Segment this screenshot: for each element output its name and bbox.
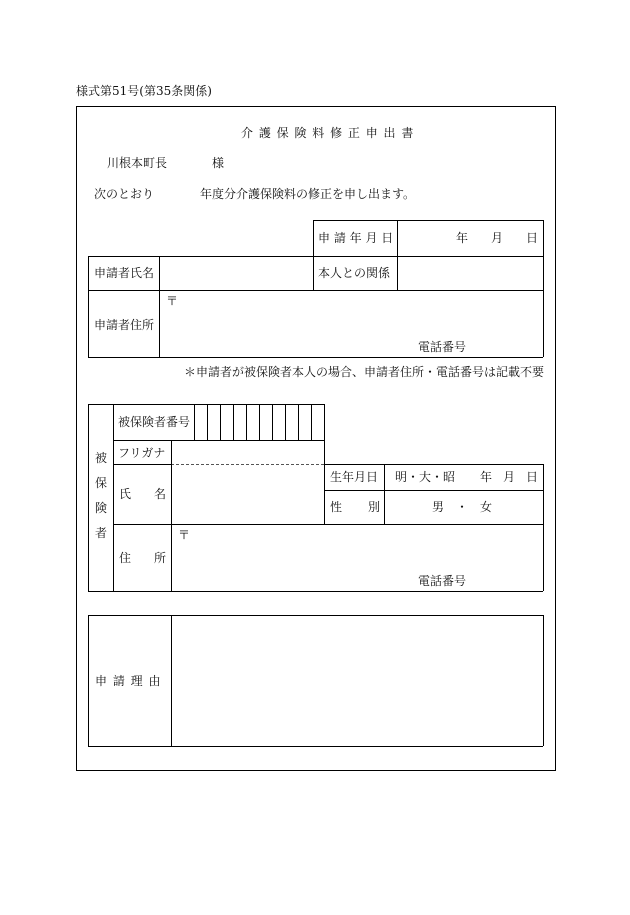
furigana-label: フリガナ xyxy=(118,446,166,460)
insured-vertical-1: 被 xyxy=(94,451,107,465)
applicant-address-label: 申請者住所 xyxy=(94,318,155,332)
insured-vertical-2: 保 xyxy=(94,476,107,490)
insured-phone-label: 電話番号 xyxy=(418,574,467,588)
insured-address-label-1: 住 xyxy=(119,551,132,565)
application-month-unit: 月 xyxy=(491,231,504,245)
application-year-unit: 年 xyxy=(456,231,469,245)
birth-era: 明・大・昭 xyxy=(395,470,456,484)
sex-options[interactable]: 男 ・ 女 xyxy=(432,500,493,514)
birth-year-unit: 年 xyxy=(480,470,493,484)
birth-month-unit: 月 xyxy=(503,470,516,484)
reason-label: 申 請 理 由 xyxy=(95,674,162,688)
application-day-unit: 日 xyxy=(526,231,539,245)
applicant-phone-label: 電話番号 xyxy=(418,340,467,354)
form-number: 様式第51号(第35条関係) xyxy=(76,84,212,98)
sex-label-1: 性 xyxy=(330,500,343,514)
form-title: 介 護 保 険 料 修 正 申 出 書 xyxy=(241,126,415,140)
sex-label-2: 別 xyxy=(368,500,381,514)
addressee-name: 川根本町長 xyxy=(107,156,168,170)
statement-lead: 次のとおり xyxy=(94,187,155,201)
insured-name-label-2: 名 xyxy=(154,487,167,501)
applicant-note: ＊申請者が被保険者本人の場合、申請者住所・電話番号は記載不要 xyxy=(184,365,545,379)
application-date-label: 申 請 年 月 日 xyxy=(318,231,394,245)
insured-vertical-3: 険 xyxy=(94,501,107,515)
insured-name-label-1: 氏 xyxy=(119,487,132,501)
insured-vertical-4: 者 xyxy=(94,526,107,540)
relation-label: 本人との関係 xyxy=(318,266,391,280)
applicant-name-label: 申請者氏名 xyxy=(94,266,155,280)
insured-postal-mark: 〒 xyxy=(178,528,191,542)
applicant-postal-mark: 〒 xyxy=(166,294,179,308)
insured-address-label-2: 所 xyxy=(154,551,167,565)
addressee-honorific: 様 xyxy=(212,156,225,170)
insured-number-cells[interactable] xyxy=(194,404,324,440)
birth-date-label: 生年月日 xyxy=(330,470,379,484)
reason-input-area[interactable] xyxy=(172,616,542,745)
insured-number-label: 被保険者番号 xyxy=(118,415,191,429)
birth-day-unit: 日 xyxy=(526,470,539,484)
statement-body: 年度分介護保険料の修正を申し出ます。 xyxy=(200,187,416,201)
